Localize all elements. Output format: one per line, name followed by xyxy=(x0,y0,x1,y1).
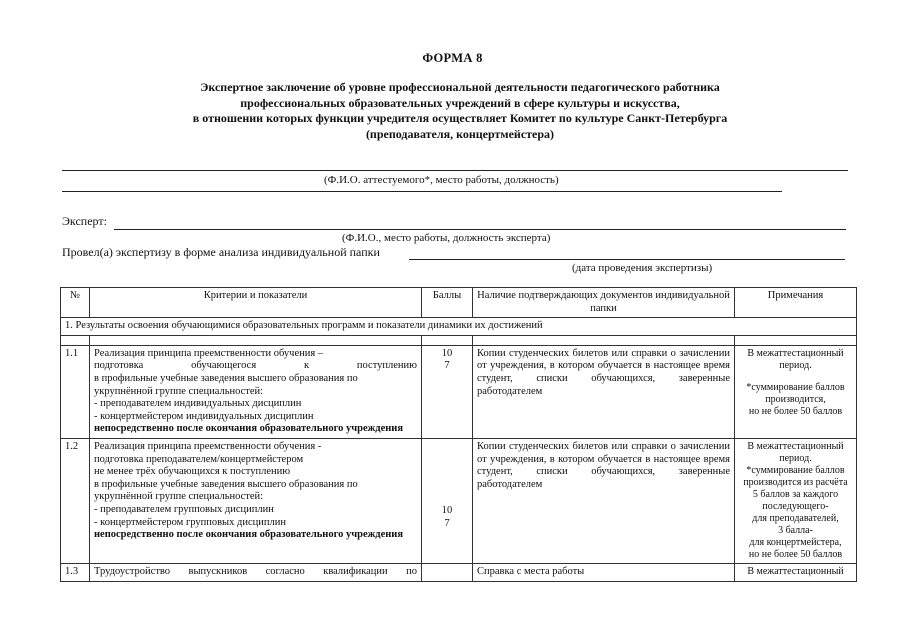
row-notes xyxy=(735,438,857,563)
header-num: № xyxy=(61,288,90,318)
note-line: 5 баллов за каждого последующего- xyxy=(752,488,839,512)
criteria-line: - преподавателем групповых дисциплин xyxy=(94,503,274,515)
note-line: для преподавателей, xyxy=(752,512,839,524)
header-documents: Наличие подтверждающих документов индивидуальной папки xyxy=(473,288,735,318)
expert-label: Эксперт: xyxy=(62,214,107,228)
heading-line-2: профессиональных образовательных учреждений в сфере культуры и искусства, xyxy=(240,95,680,110)
criteria-line: в профильные учебные заведения высшего образования по xyxy=(94,478,358,490)
heading-line-4: (преподавателя, концертмейстера) xyxy=(365,126,555,141)
criteria-line: не менее трёх обучающихся к поступлению xyxy=(94,466,291,478)
header-scores: Баллы xyxy=(422,288,473,318)
row-scores xyxy=(422,563,473,581)
fio-fill-line-2[interactable] xyxy=(62,191,782,192)
row-notes: В межаттестационный xyxy=(735,563,857,581)
row-scores xyxy=(422,438,473,563)
table-row xyxy=(61,345,857,438)
note-line: *суммирование баллов производится из расчёта xyxy=(743,464,848,488)
note-line: 3 балла- xyxy=(778,524,813,536)
table-header-row xyxy=(61,288,857,318)
criteria-line: - концертмейстером индивидуальных дисциплин xyxy=(94,410,314,422)
score-teacher: 10 xyxy=(441,504,453,516)
criteria-line: - концертмейстером групповых дисциплин xyxy=(94,516,286,528)
review-fill-line[interactable] xyxy=(409,259,845,260)
criteria-line: в профильные учебные заведения высшего образования по xyxy=(94,372,358,384)
header-notes: Примечания xyxy=(735,288,857,318)
note-line: В межаттестационный период. xyxy=(747,347,844,371)
table-row xyxy=(61,438,857,563)
row-documents: Копии студенческих билетов или справки о зачислении от учреждения, в котором обучается в настоящее время студент, списки обучающихся, заверенные работодателем xyxy=(473,345,735,438)
note-line: но не более 50 баллов xyxy=(748,548,843,560)
document-heading xyxy=(60,80,860,142)
row-criteria: Трудоустройство выпускников согласно квалификации по xyxy=(90,563,422,581)
criteria-line: - преподавателем индивидуальных дисциплин xyxy=(94,398,302,410)
score-teacher: 10 xyxy=(441,347,453,359)
date-caption: (дата проведения экспертизы) xyxy=(572,262,713,274)
heading-line-1: Экспертное заключение об уровне профессиональной деятельности педагогического работника xyxy=(200,80,720,94)
row-documents: Копии студенческих билетов или справки о зачислении от учреждения, в котором обучается в настоящее время студент, списки обучающихся, заверенные работодателем xyxy=(473,438,735,563)
row-num: 1.2 xyxy=(61,438,90,563)
row-criteria xyxy=(90,438,422,563)
score-accompanist: 7 xyxy=(444,360,450,372)
criteria-bold-line: непосредственно после окончания образовательного учреждения xyxy=(94,529,404,541)
form-title: ФОРМА 8 xyxy=(422,51,483,65)
criteria-bold-line: непосредственно после окончания образовательного учреждения xyxy=(94,423,404,435)
heading-line-3: в отношении которых функции учредителя осуществляет Комитет по культуре Санкт-Петербурга xyxy=(192,111,728,125)
criteria-line: подготовка преподавателем/концертмейстером xyxy=(94,453,304,465)
note-line: *суммирование баллов производится, xyxy=(746,381,845,405)
criteria-line: Реализация принципа преемственности обучения – xyxy=(94,347,324,359)
row-scores xyxy=(422,345,473,438)
header-criteria: Критерии и показатели xyxy=(90,288,422,318)
table-row xyxy=(61,563,857,581)
score-accompanist: 7 xyxy=(444,517,450,529)
section-1-title: 1. Результаты освоения обучающимися образовательных программ и показатели динамики их достижений xyxy=(61,318,857,336)
row-num: 1.3 xyxy=(61,563,90,581)
criteria-line: Реализация принципа преемственности обучения - xyxy=(94,440,322,452)
expert-caption: (Ф.И.О., место работы, должность эксперта) xyxy=(342,232,551,244)
row-notes xyxy=(735,345,857,438)
criteria-table xyxy=(60,287,857,582)
note-line: В межаттестационный период. xyxy=(747,440,844,464)
criteria-line: укрупнённой группе специальностей: xyxy=(94,385,264,397)
spacer-row xyxy=(61,335,857,345)
note-line: но не более 50 баллов xyxy=(748,405,843,417)
fio-caption: (Ф.И.О. аттестуемого*, место работы, должность) xyxy=(324,174,559,186)
fio-fill-line[interactable] xyxy=(62,170,848,171)
row-documents: Справка с места работы xyxy=(473,563,735,581)
row-num: 1.1 xyxy=(61,345,90,438)
section-1-row xyxy=(61,318,857,336)
expert-fill-line[interactable] xyxy=(114,229,846,230)
criteria-line: укрупнённой группе специальностей: xyxy=(94,491,264,503)
note-line: для концертмейстера, xyxy=(749,536,842,548)
criteria-line: подготовка обучающегося к поступлению xyxy=(94,360,417,372)
review-label: Провел(а) экспертизу в форме анализа индивидуальной папки xyxy=(62,245,380,259)
note-gap xyxy=(739,372,852,382)
row-criteria xyxy=(90,345,422,438)
